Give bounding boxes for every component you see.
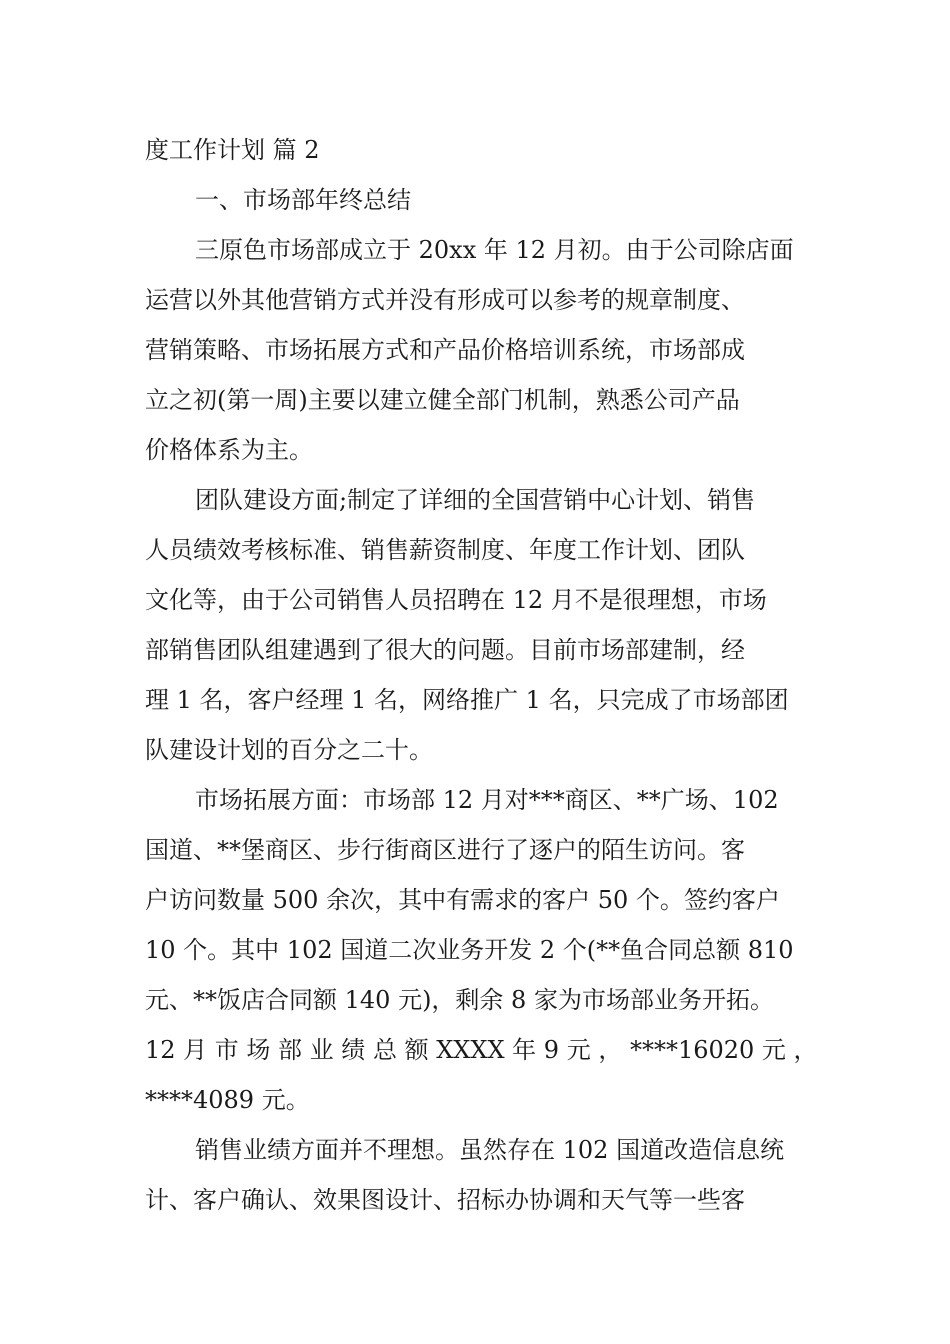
- para-intro-line-1: 三原色市场部成立于 20xx 年 12 月初。由于公司除店面: [195, 236, 794, 264]
- para-market-line-5: 元、**饭店合同额 140 元)，剩余 8 家为市场部业务开拓。: [145, 986, 774, 1014]
- para-market-line-1: 市场拓展方面：市场部 12 月对***商区、**广场、102: [195, 786, 779, 814]
- para-market-line-2: 国道、**堡商区、步行街商区进行了逐户的陌生访问。客: [145, 836, 745, 864]
- para-market-line-4: 10 个。其中 102 国道二次业务开发 2 个(**鱼合同总额 810: [145, 936, 794, 964]
- para-team-line-1: 团队建设方面;制定了详细的全国营销中心计划、销售: [195, 486, 756, 514]
- para-market-line-3: 户访问数量 500 余次，其中有需求的客户 50 个。签约客户: [145, 886, 780, 914]
- para-intro-line-4: 立之初(第一周)主要以建立健全部门机制，熟悉公司产品: [145, 386, 740, 414]
- para-intro-line-5: 价格体系为主。: [145, 436, 313, 464]
- para-sales-line-2: 计、客户确认、效果图设计、招标办协调和天气等一些客: [145, 1186, 745, 1214]
- para-intro-line-3: 营销策略、市场拓展方式和产品价格培训系统，市场部成: [145, 336, 745, 364]
- para-team-line-4: 部销售团队组建遇到了很大的问题。目前市场部建制，经: [145, 636, 745, 664]
- para-intro-line-2: 运营以外其他营销方式并没有形成可以参考的规章制度、: [145, 286, 745, 314]
- page-heading: 度工作计划 篇 2: [145, 136, 320, 164]
- para-market-line-7: ****4089 元。: [145, 1086, 310, 1114]
- para-team-line-3: 文化等，由于公司销售人员招聘在 12 月不是很理想，市场: [145, 586, 767, 614]
- para-team-line-2: 人员绩效考核标准、销售薪资制度、年度工作计划、团队: [145, 536, 745, 564]
- section-title: 一、市场部年终总结: [195, 186, 411, 214]
- para-team-line-6: 队建设计划的百分之二十。: [145, 736, 433, 764]
- para-team-line-5: 理 1 名，客户经理 1 名，网络推广 1 名，只完成了市场部团: [145, 686, 789, 714]
- para-sales-line-1: 销售业绩方面并不理想。虽然存在 102 国道改造信息统: [195, 1136, 785, 1164]
- para-market-line-6: 12 月 市 场 部 业 绩 总 额 XXXX 年 9 元 ， ****16020 元 ，: [145, 1036, 818, 1064]
